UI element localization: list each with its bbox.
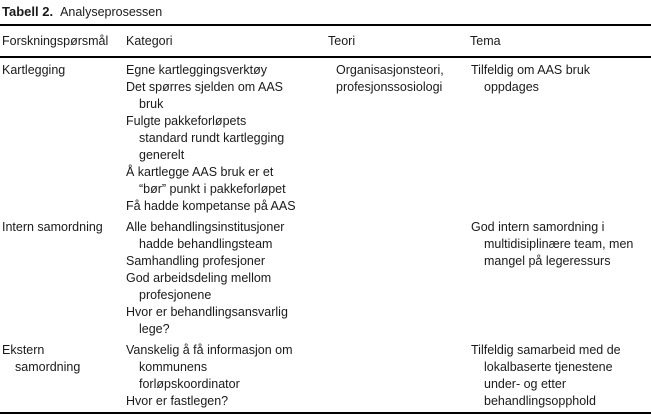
cell-forskningsporsmal	[0, 62, 124, 215]
text-line: Alle behandlingsinstitusjoner	[126, 220, 285, 234]
table-body	[0, 62, 651, 410]
text-line: hadde behandlingsteam	[139, 237, 273, 251]
text-line: under- og etter	[484, 377, 566, 391]
cell-tema	[468, 219, 651, 338]
column-header-kategori: Kategori	[126, 34, 173, 48]
cell-tema	[468, 342, 651, 410]
cell-teori	[328, 62, 468, 215]
cell-teori	[328, 219, 468, 338]
table-header-row	[0, 33, 651, 50]
text-line: Det spørres sjelden om AAS	[126, 80, 284, 94]
text-line: samordning	[15, 360, 81, 374]
text-line: generelt	[139, 148, 185, 162]
table-caption	[2, 3, 162, 21]
text-line: Å kartlegge AAS bruk er et	[126, 165, 274, 179]
column-header-forskningsporsmal: Forskningspørsmål	[2, 34, 109, 48]
text-line: Vanskelig å få informasjon om	[126, 343, 293, 357]
text-line: Ekstern	[2, 343, 45, 357]
column-header-tema: Tema	[470, 34, 501, 48]
cell-kategori	[124, 62, 328, 215]
text-line: lege?	[139, 322, 170, 336]
text-line: Fulgte pakkeforløpets	[126, 114, 247, 128]
text-line: Tilfeldig om AAS bruk	[471, 63, 591, 77]
text-line: oppdages	[484, 80, 539, 94]
text-line: Hvor er fastlegen?	[126, 394, 229, 408]
table-caption-label: Tabell 2.	[2, 4, 54, 19]
text-line: forløpskoordinator	[139, 377, 240, 391]
cell-teori	[328, 342, 468, 410]
text-line: Hvor er behandlingsansvarlig	[126, 305, 288, 319]
text-line: bruk	[139, 97, 164, 111]
text-line: Tilfeldig samarbeid med de	[471, 343, 621, 357]
cell-kategori	[124, 219, 328, 338]
table-bottom-rule	[0, 412, 651, 414]
text-line: Kartlegging	[2, 63, 66, 77]
column-header-teori: Teori	[328, 34, 356, 48]
text-line: Få hadde kompetanse på AAS	[126, 199, 296, 213]
table-row	[0, 342, 651, 410]
text-line: mangel på legeressurs	[484, 254, 611, 268]
text-line: kommunens	[139, 360, 208, 374]
cell-forskningsporsmal	[0, 342, 124, 410]
table-header-rule	[0, 56, 651, 58]
text-line: God intern samordning i	[471, 220, 605, 234]
table-row	[0, 219, 651, 338]
table-row	[0, 62, 651, 215]
text-line: God arbeidsdeling mellom	[126, 271, 272, 285]
text-line: Intern samordning	[2, 220, 103, 234]
text-line: “bør” punkt i pakkeforløpet	[139, 182, 286, 196]
cell-forskningsporsmal	[0, 219, 124, 338]
text-line: Egne kartleggingsverktøy	[126, 63, 268, 77]
table-top-rule	[0, 24, 651, 26]
text-line: profesjonene	[139, 288, 212, 302]
text-line: Organisasjonsteori,	[336, 63, 444, 77]
table-caption-text: Analyseprosessen	[60, 5, 163, 19]
text-line: behandlingsopphold	[484, 394, 596, 408]
text-line: standard rundt kartlegging	[139, 131, 285, 145]
text-line: Samhandling profesjoner	[126, 254, 265, 268]
cell-tema	[468, 62, 651, 215]
text-line: profesjonssosiologi	[336, 80, 443, 94]
text-line: lokalbaserte tjenestene	[484, 360, 613, 374]
text-line: multidisiplinære team, men	[484, 237, 634, 251]
cell-kategori	[124, 342, 328, 410]
